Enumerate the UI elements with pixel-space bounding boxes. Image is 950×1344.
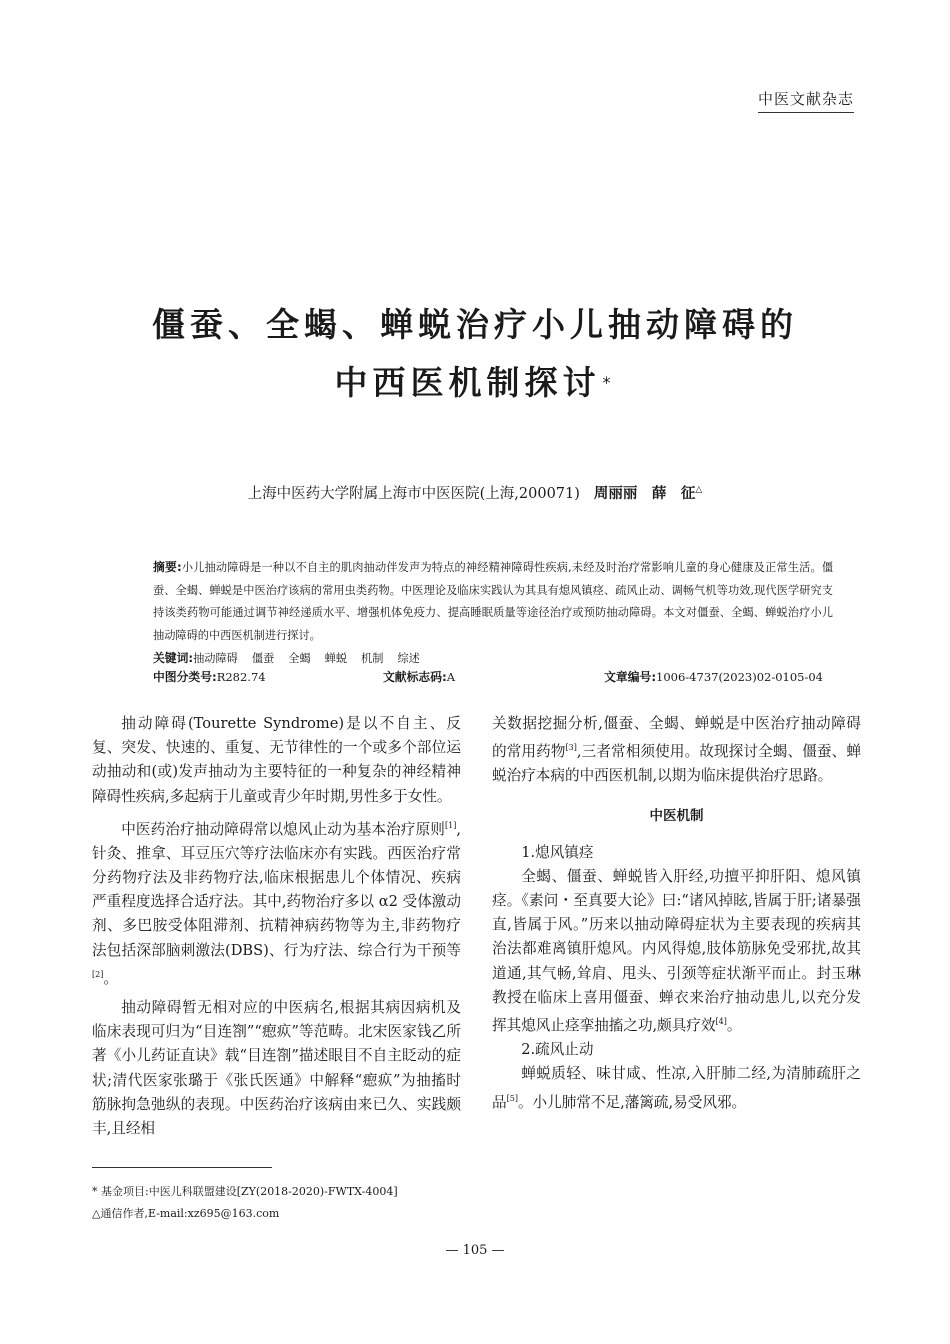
keyword: 机制 (361, 652, 384, 665)
footnote-divider (92, 1167, 272, 1168)
author-mark: △ (695, 485, 703, 496)
title-footnote-mark: * (602, 373, 616, 392)
document-code: 文献标志码:A (383, 670, 456, 684)
abstract-text: 小儿抽动障碍是一种以不自主的肌肉抽动伴发声为特点的神经精神障碍性疾病,未经及时治疗常影响儿童的身心健康及正常生活。僵蚕、全蝎、蝉蜕是中医治疗该病的常用虫类药物。中医理论及临床实践认为其具有熄风镇痉、疏风止动、调畅气机等功效,现代医学研究支持该类药物可能通过调节神经递质水平、增强机体免疫力、提高睡眠质量等途径治疗或预防抽动障碍。本文对僵蚕、全蝎、蝉蜕治疗小儿抽动障碍的中西医机制进行探讨。 (153, 561, 834, 642)
page-number: — 105 — (445, 1243, 505, 1258)
keyword: 全蝎 (288, 652, 311, 665)
affiliation-line (0, 482, 950, 503)
contact-footnote: △通信作者,E-mail:xz695@163.com (92, 1207, 280, 1220)
keyword: 僵蚕 (251, 652, 275, 665)
paragraph: 全蝎、僵蚕、蝉蜕皆入肝经,功擅平抑肝阳、熄风镇痉。《素问・至真要大论》曰:“诸风掉眩,皆属于肝;诸暴强直,皆属于风。”历来以抽动障碍症状为主要表现的疾病其治法都难离镇肝熄风。内风得熄,肢体筋脉免受邪扰,故其道通,其气畅,耸肩、甩头、引颈等症状渐平而止。封玉琳教授在临床上喜用僵蚕、蝉衣来治疗抽动患儿,以充分发挥其熄风止痉挛抽搐之功,颇具疗效[4]。 (492, 867, 861, 1034)
citation: [1] (445, 820, 457, 830)
keyword: 蝉蜕 (324, 652, 348, 665)
section-heading: 中医机制 (649, 808, 704, 825)
paragraph: 抽动障碍暂无相对应的中医病名,根据其病因病机及临床表现可归为“目连劄”“瘛疭”等范畴。北宋医家钱乙所著《小儿药证直诀》载“目连劄”描述眼目不自主眨动的症状;清代医家张璐于《张氏医通》中解释“瘛疭”为抽搐时筋脉拘急弛纵的表现。中医药治疗该病由来已久、实践颇丰,且经相 (92, 998, 461, 1137)
abstract (153, 556, 833, 647)
title-line-2: 中西医机制探讨 * (334, 363, 616, 402)
journal-name: 中医文献杂志 (758, 88, 854, 113)
citation: [5] (506, 1093, 518, 1103)
citation: [3] (565, 743, 577, 753)
subsection-heading: 1.熄风镇痉 (521, 843, 594, 861)
article-title (0, 296, 950, 412)
citation: [2] (92, 969, 104, 979)
keyword: 抽动障碍 (193, 652, 238, 665)
left-column (92, 712, 461, 1141)
abstract-block (153, 556, 833, 671)
affiliation: 上海中医药大学附属上海市中医医院(上海,200071) (247, 486, 580, 502)
keywords (153, 647, 833, 671)
right-column (492, 712, 861, 1115)
footnotes (92, 1181, 398, 1225)
fund-footnote: * 基金项目:中医儿科联盟建设[ZY(2018-2020)-FWTX-4004] (92, 1185, 398, 1198)
paragraph: 关数据挖掘分析,僵蚕、全蝎、蝉蜕是中医治疗抽动障碍的常用药物[3],三者常相须使用。故现探讨全蝎、僵蚕、蝉蜕治疗本病的中西医机制,以期为临床提供治疗思路。 (492, 715, 861, 785)
subsection-heading: 2.疏风止动 (521, 1041, 594, 1059)
paragraph: 中医药治疗抽动障碍常以熄风止动为基本治疗原则[1],针灸、推拿、耳豆压穴等疗法临床亦有实践。西医治疗常分药物疗法及非药物疗法,临床根据患儿个体情况、疾病严重程度选择合适疗法。其中,药物治疗多以 α2 受体激动剂、多巴胺受体阻滞剂、抗精神病药物等为主,非药物疗法包括深部脑刺激法(DBS)、行为疗法、综合行为干预等[2]。 (92, 820, 461, 987)
paragraph: 蝉蜕质轻、味甘咸、性凉,入肝肺二经,为清肺疏肝之品[5]。小儿肺常不足,藩篱疏,易受风邪。 (492, 1065, 861, 1111)
authors: 周丽丽 薛 征△ (593, 485, 703, 502)
keywords-label: 关键词: (153, 651, 194, 665)
citation: [4] (715, 1017, 727, 1027)
paragraph: 抽动障碍(Tourette Syndrome)是以不自主、反复、突发、快速的、重复、无节律性的一个或多个部位运动抽动和(或)发声抽动为主要特征的一种复杂的神经精神障碍性疾病,多起病于儿童或青少年时期,男性多于女性。 (92, 715, 461, 805)
article-number: 文章编号:1006-4737(2023)02-0105-04 (604, 670, 823, 684)
title-line-1: 僵蚕、全蝎、蝉蜕治疗小儿抽动障碍的 (152, 305, 798, 344)
clc-code: 中图分类号:R282.74 (153, 670, 266, 684)
abstract-label: 摘要: (153, 560, 182, 574)
keyword: 综述 (397, 652, 420, 665)
